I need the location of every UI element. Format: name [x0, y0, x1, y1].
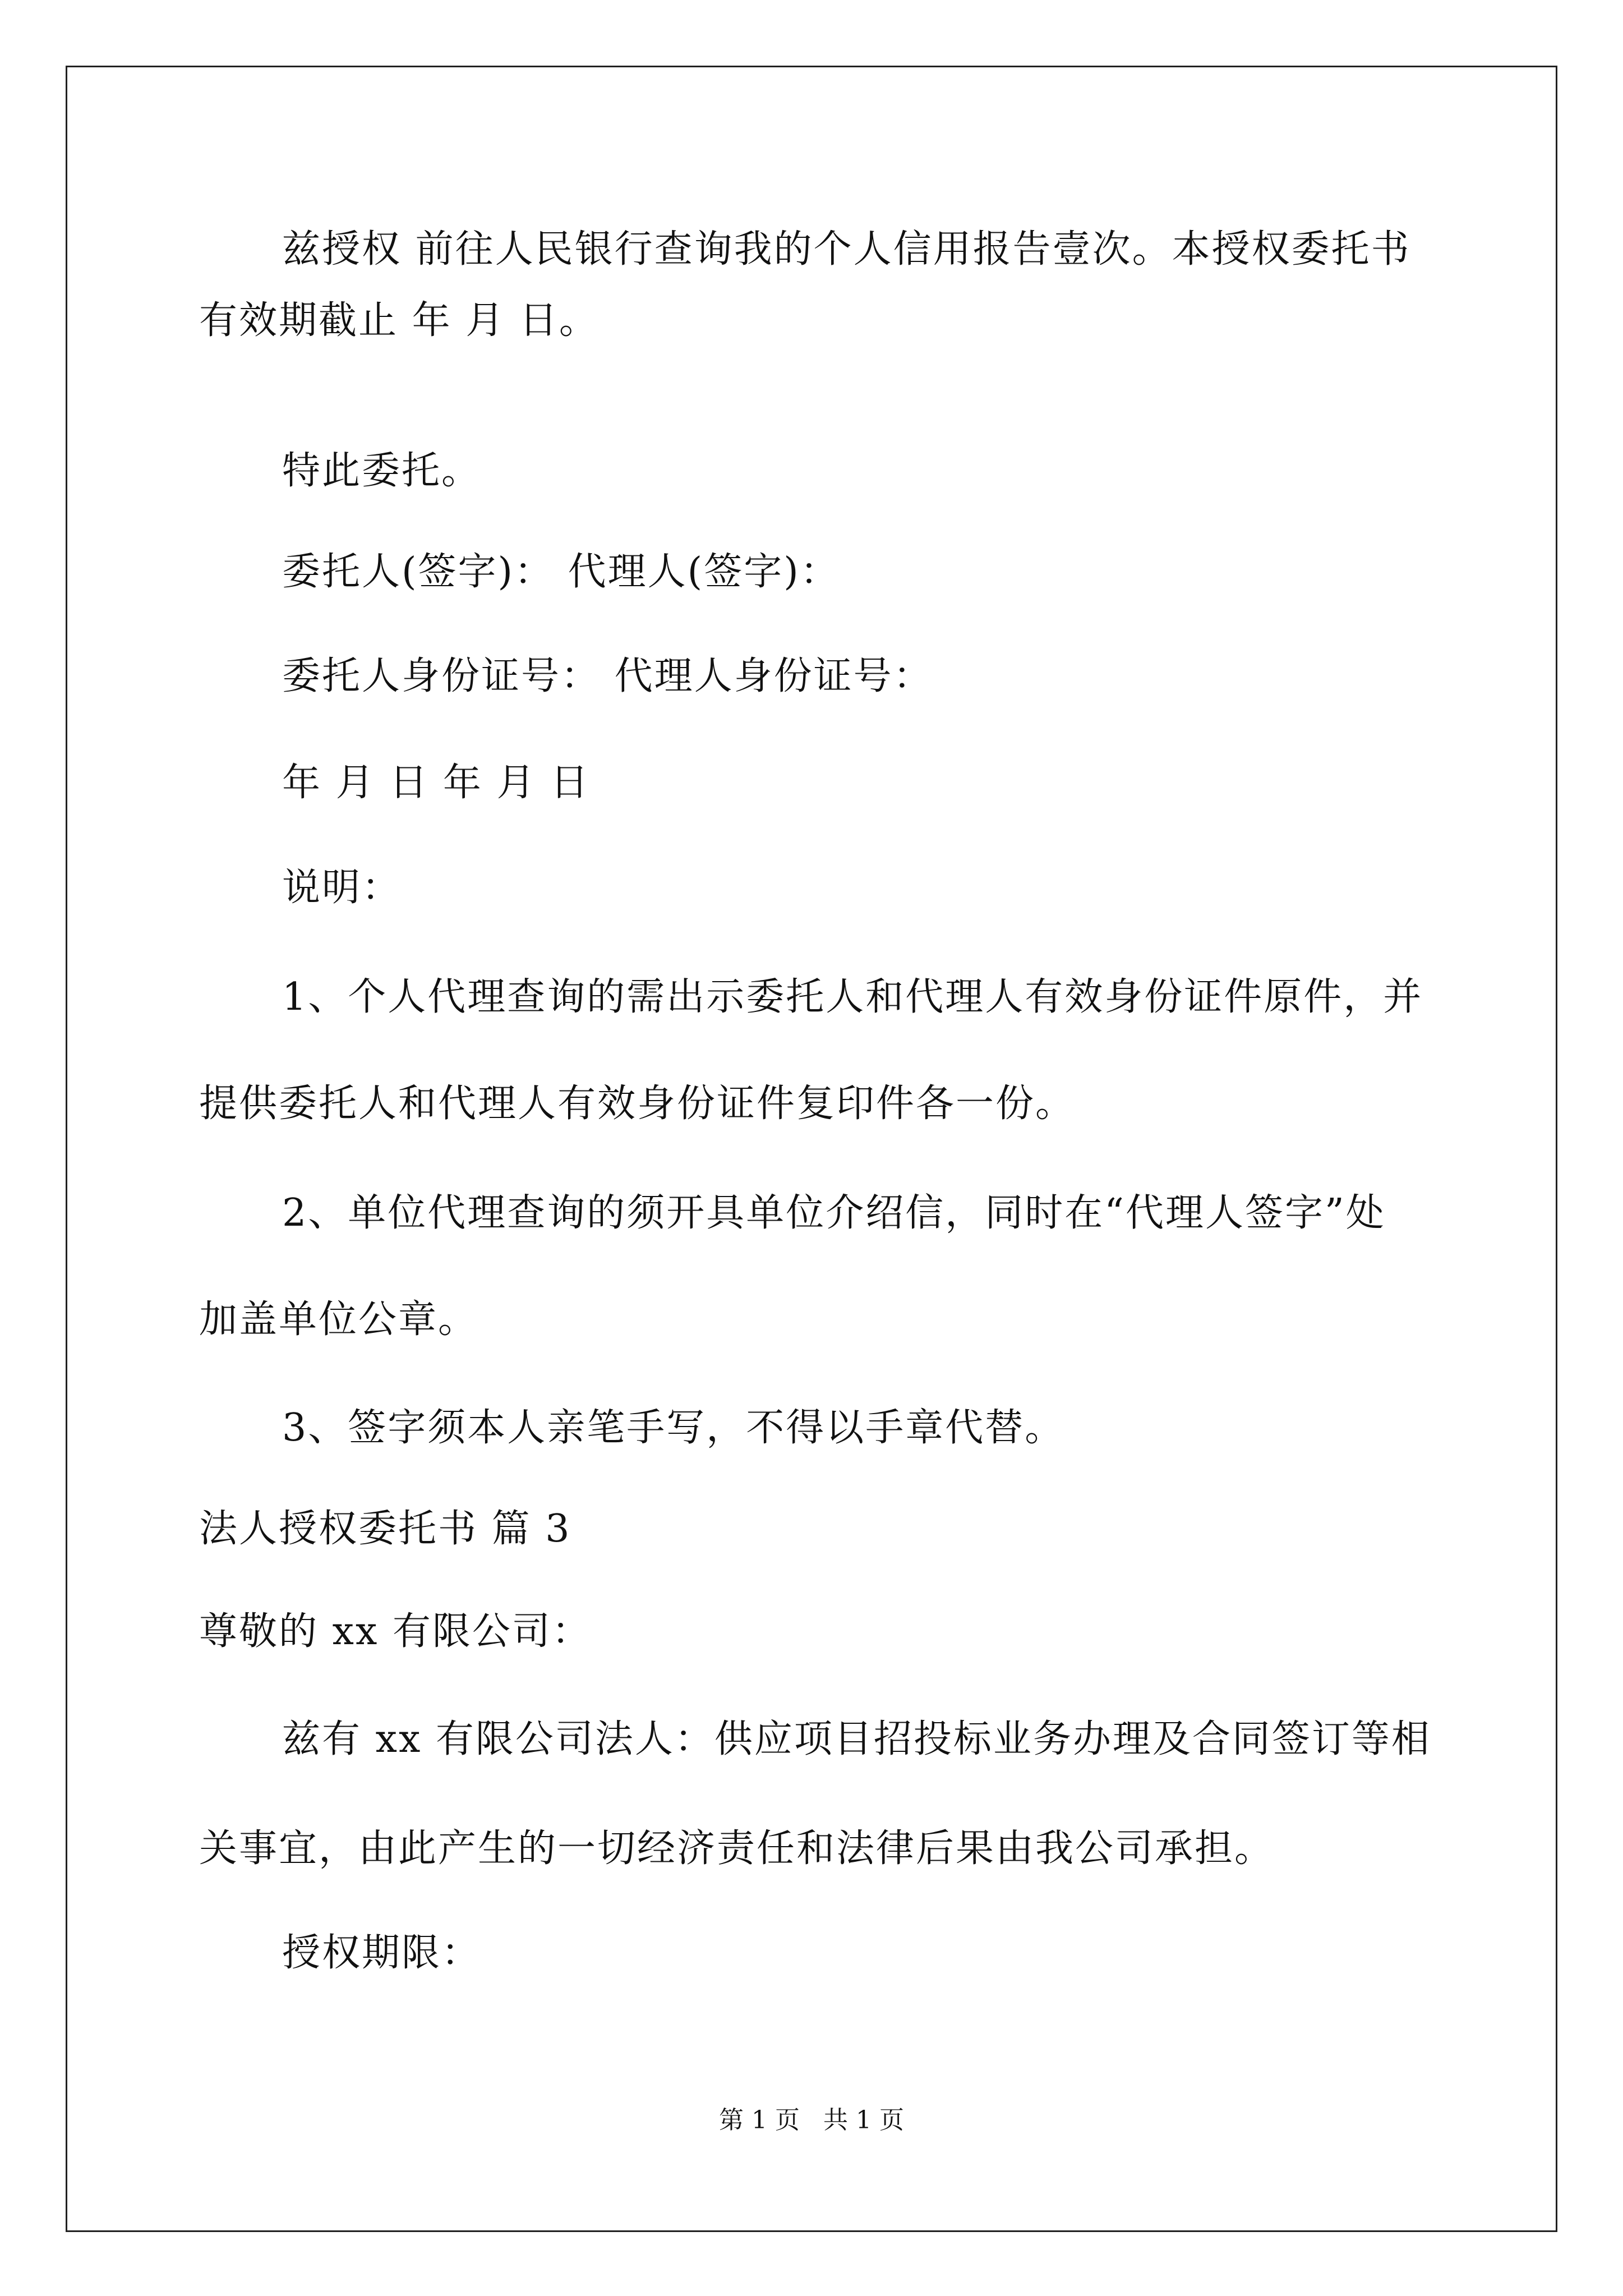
paragraph-line: 1、个人代理查询的需出示委托人和代理人有效身份证件原件，并 [282, 975, 1423, 1019]
paragraph-line: 2、单位代理查询的须开具单位介绍信，同时在“代理人签字”处 [282, 1191, 1386, 1235]
paragraph-line: 说明： [282, 866, 402, 910]
paragraph-line: 关事宜，由此产生的一切经济责任和法律后果由我公司承担。 [199, 1826, 1275, 1871]
paragraph-line: 提供委托人和代理人有效身份证件复印件各一份。 [199, 1082, 1076, 1126]
paragraph-line: 委托人身份证号： 代理人身份证号： [282, 654, 933, 698]
page-number-footer: 第 1 页 共 1 页 [719, 2106, 904, 2134]
paragraph-line: 3、签字须本人亲笔手写，不得以手章代替。 [282, 1406, 1065, 1450]
paragraph-line: 兹授权 前往人民银行查询我的个人信用报告壹次。本授权委托书 [282, 227, 1411, 272]
paragraph-line: 授权期限： [282, 1931, 482, 1975]
salutation-line: 尊敬的 xx 有限公司： [199, 1609, 592, 1654]
paragraph-line: 特此委托。 [282, 449, 482, 493]
paragraph-line: 有效期截止 年 月 日。 [199, 298, 599, 343]
page-border [66, 66, 1557, 2232]
section-heading: 法人授权委托书 篇 3 [199, 1507, 571, 1551]
paragraph-line: 年 月 日 年 月 日 [282, 761, 591, 805]
paragraph-line: 委托人(签字)： 代理人(签字)： [282, 550, 840, 594]
paragraph-line: 兹有 xx 有限公司法人：供应项目招投标业务办理及合同签订等相 [282, 1717, 1431, 1761]
paragraph-line: 加盖单位公章。 [199, 1297, 478, 1342]
